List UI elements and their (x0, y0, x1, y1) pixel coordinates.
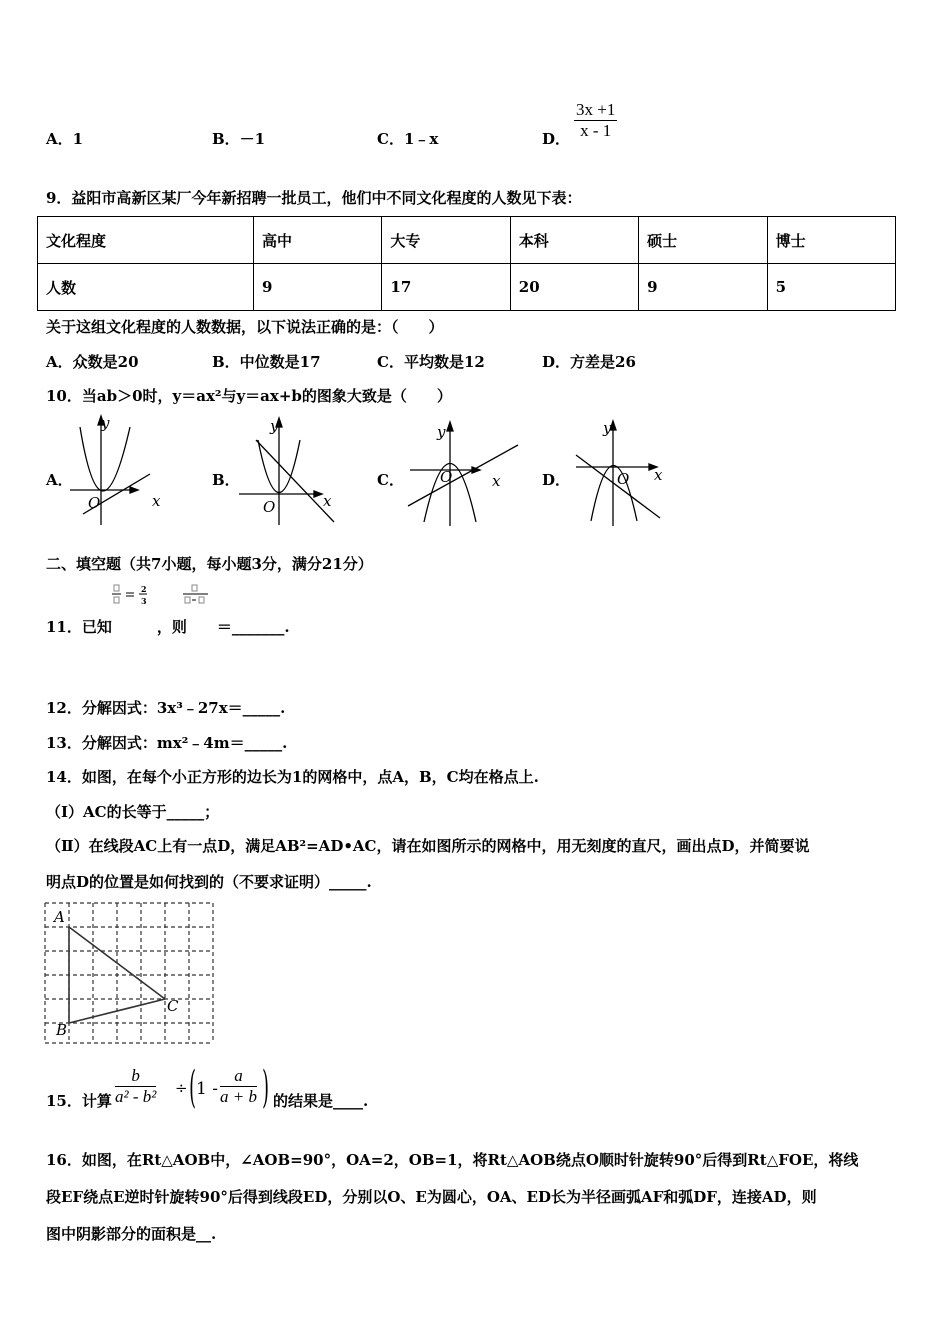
table-cell: 人数 (38, 264, 254, 311)
point-c-label: C (167, 997, 179, 1015)
denominator: x - 1 (580, 121, 612, 140)
graph-c (408, 422, 518, 526)
q15-prefix: 15．计算 (46, 1092, 112, 1110)
q14-part-1: （Ⅰ）AC的长等于_____； (46, 803, 220, 821)
point-a-label: A (54, 908, 65, 926)
graph-b-origin: O (263, 498, 276, 516)
q10-option-a: A． (46, 471, 73, 489)
graph-a (70, 416, 150, 525)
graph-d-y-label: y (603, 419, 612, 437)
q9-option-a: A．众数是20 (46, 353, 139, 371)
divide-sign: ÷ (175, 1079, 188, 1097)
graph-c-origin: O (440, 468, 453, 486)
q16-line-1: 16．如图，在Rt△AOB中，∠AOB=90°，OA=2，OB=1，将Rt△AOB绕点O顺时针旋转90°后得到Rt△FOE，将线 (46, 1151, 859, 1169)
table-cell: 文化程度 (38, 217, 254, 264)
q8-option-b: B．－1 (212, 130, 266, 148)
table-cell: 9 (639, 264, 767, 311)
denominator: a² - b² (115, 1087, 157, 1106)
q9-stem: 9．益阳市高新区某厂今年新招聘一批员工，他们中不同文化程度的人数见下表： (46, 189, 582, 207)
q14-part-2-cont: 明点D的位置是如何找到的（不要求证明）_____. (46, 873, 372, 891)
q10-option-d: D． (542, 471, 571, 489)
left-paren: ( (189, 1062, 197, 1113)
svg-text:3: 3 (141, 596, 147, 606)
q10-stem: 10．当ab＞0时，y＝ax²与y＝ax+b的图象大致是（ ） (46, 387, 452, 405)
graph-b-y-label: y (270, 417, 279, 435)
numerator: a (220, 1066, 257, 1087)
graph-b-x-label: x (323, 492, 332, 510)
graph-b (239, 418, 334, 525)
q8-option-d: D． (542, 130, 571, 148)
graph-c-y-label: y (437, 423, 446, 441)
q15-one-minus: 1 - (196, 1079, 218, 1099)
svg-text:2: 2 (141, 584, 147, 594)
right-paren: ) (262, 1062, 270, 1113)
table-cell: 大专 (382, 217, 510, 264)
q12-text: 12．分解因式：3x³﹣27x＝_____. (46, 699, 286, 717)
q10-graphs (0, 0, 950, 540)
table-cell: 硕士 (639, 217, 767, 264)
section-2-heading: 二、填空题（共7小题，每小题3分，满分21分） (46, 555, 373, 573)
q9-option-d: D．方差是26 (542, 353, 636, 371)
q8-option-a: A．1 (46, 130, 84, 148)
table-cell: 20 (510, 264, 638, 311)
graph-c-x-label: x (492, 472, 501, 490)
q10-option-b: B． (212, 471, 240, 489)
table-cell: 5 (767, 264, 895, 311)
q14-stem: 14．如图，在每个小正方形的边长为1的网格中，点A，B，C均在格点上. (46, 768, 539, 786)
numerator: 3x +1 (576, 100, 616, 119)
graph-d-origin: O (617, 470, 630, 488)
q9-option-c: C．平均数是12 (377, 353, 485, 371)
q15-fraction-1 (115, 1066, 156, 1107)
q13-text: 13．分解因式：mx²﹣4m＝_____. (46, 734, 288, 752)
table-cell: 本科 (510, 217, 638, 264)
q16-line-2: 段EF绕点E逆时针旋转90°后得到线段ED，分别以O、E为圆心，OA、ED长为半径画弧AF和弧DF，连接AD，则 (46, 1188, 817, 1206)
q14-grid-figure (44, 902, 214, 1045)
graph-a-y-label: y (101, 414, 110, 432)
q15-suffix: 的结果是____. (273, 1092, 369, 1110)
table-cell: 9 (254, 264, 382, 311)
q9-option-b: B．中位数是17 (212, 353, 321, 371)
q16-line-3: 图中阴影部分的面积是__. (46, 1225, 217, 1243)
q11-text: 11．已知 ，则 ＝_______. (46, 618, 290, 636)
q14-part-2: （Ⅱ）在线段AC上有一点D，满足AB²=AD•AC，请在如图所示的网格中，用无刻度的直尺，画出点D，并简要说 (46, 837, 810, 855)
graph-a-x-label: x (152, 492, 161, 510)
graph-d-x-label: x (654, 466, 663, 484)
q8-option-c: C．1﹣x (377, 130, 439, 148)
numerator: b (115, 1066, 156, 1087)
denominator: a + b (220, 1087, 257, 1106)
table-cell: 高中 (254, 217, 382, 264)
point-b-label: B (56, 1021, 68, 1039)
graph-a-origin: O (88, 494, 101, 512)
q10-option-c: C． (377, 471, 404, 489)
q11-formula-image (108, 584, 218, 614)
q15-fraction-2 (220, 1066, 257, 1107)
table-cell: 17 (382, 264, 510, 311)
table-cell: 博士 (767, 217, 895, 264)
q9-question: 关于这组文化程度的人数数据，以下说法正确的是：（ ） (46, 318, 444, 336)
